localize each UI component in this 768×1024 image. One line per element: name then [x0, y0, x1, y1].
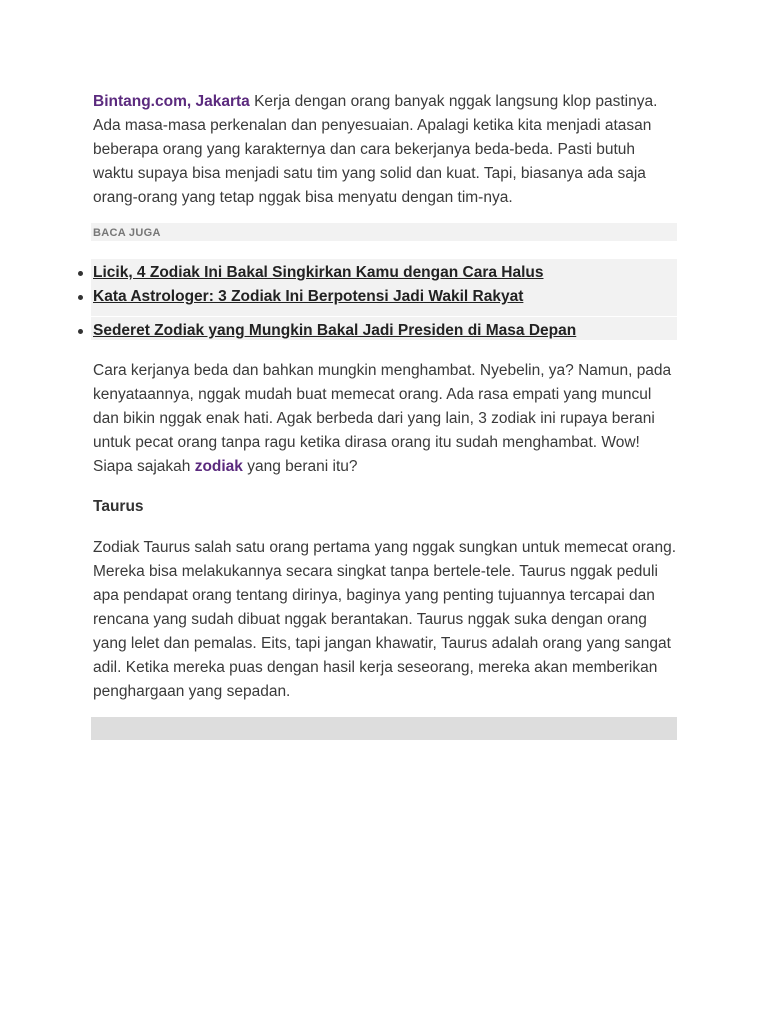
zodiak-link[interactable]: zodiak — [194, 458, 243, 475]
taurus-paragraph: Zodiak Taurus salah satu orang pertama yang nggak sungkan untuk memecat orang. Mereka bisa melakukannya secara singkat tanpa bertele-tele. Taurus nggak peduli apa pendapat orang tentang dirinya, baginya yang penting tujuannya tercapai dan rencana yang sudah dibuat nggak berantakan. Taurus nggak suka dengan orang yang lelet dan pemalas. Eits, tapi jangan khawatir, Taurus adalah orang yang sangat adil. Ketika mereka puas dengan hasil kerja seseorang, mereka akan memberikan penghargaan yang sepadan. — [93, 539, 677, 700]
body-paragraph — [93, 359, 678, 479]
intro-paragraph — [93, 90, 678, 210]
related-link-1[interactable]: Licik, 4 Zodiak Ini Bakal Singkirkan Kamu dengan Cara Halus — [93, 264, 544, 281]
section-heading: Taurus — [93, 498, 144, 515]
intro-text: Kerja dengan orang banyak nggak langsung klop pastinya. Ada masa-masa perkenalan dan penyesuaian. Apalagi ketika kita menjadi atasan beberapa orang yang karakternya dan cara bekerjanya beda-beda. Pasti butuh waktu supaya bisa menjadi satu tim yang solid dan kuat. Tapi, biasanya ada saja orang-orang yang tetap nggak bisa menyatu dengan tim-nya. — [93, 93, 658, 206]
bullet-icon — [78, 271, 83, 276]
source-link[interactable]: Bintang.com, Jakarta — [93, 93, 250, 110]
body-text-before: Cara kerjanya beda dan bahkan mungkin menghambat. Nyebelin, ya? Namun, pada kenyataannya, nggak mudah buat memecat orang. Ada rasa empati yang muncul dan bikin nggak enak hati. Agak berbeda dari yang lain, 3 zodiak ini rupaya berani untuk pecat orang tanpa ragu ketika dirasa orang itu sudah menghambat. Wow! Siapa sajakah — [93, 362, 672, 475]
bullet-icon — [78, 329, 83, 334]
related-link-3[interactable]: Sederet Zodiak yang Mungkin Bakal Jadi Presiden di Masa Depan — [93, 322, 577, 339]
related-link-2[interactable]: Kata Astrologer: 3 Zodiak Ini Berpotensi Jadi Wakil Rakyat — [93, 288, 524, 305]
baca-juga-header — [91, 223, 677, 241]
bullet-icon — [78, 295, 83, 300]
baca-juga-label: BACA JUGA — [93, 227, 161, 239]
body-text-after: yang berani itu? — [242, 458, 358, 475]
ad-placeholder — [91, 717, 677, 740]
